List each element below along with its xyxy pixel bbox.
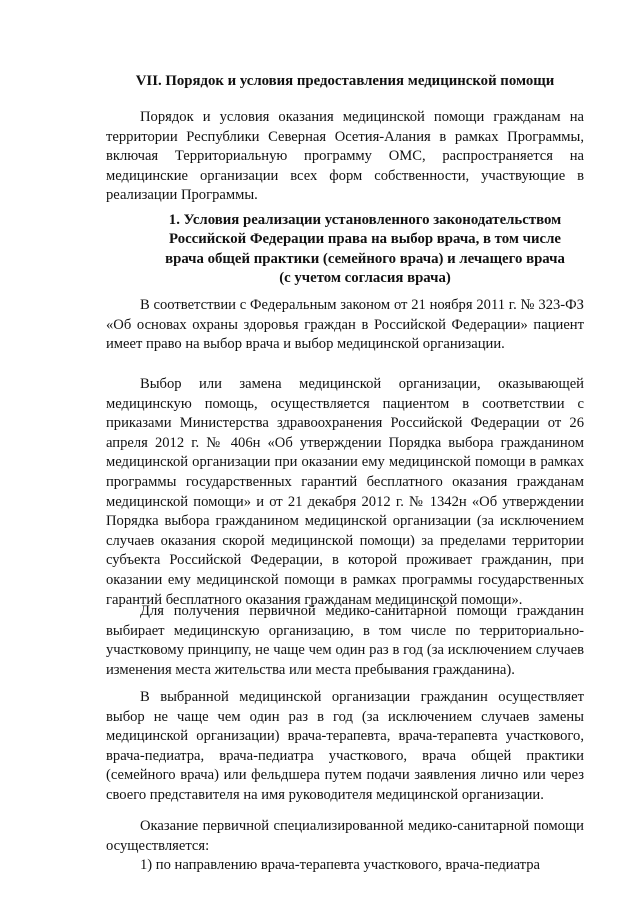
subsection-heading-line-4: (с учетом согласия врача)	[279, 270, 451, 287]
subsection-heading-line-2: Российской Федерации права на выбор врача, в том числе	[169, 231, 561, 248]
paragraph-specialized-care: Оказание первичной специализированной медико-санитарной помощи осуществляется:	[106, 818, 584, 854]
subsection-heading	[150, 211, 580, 289]
subsection-heading-line-3: врача общей практики (семейного врача) и лечащего врача	[165, 250, 565, 267]
list-item-1: 1) по направлению врача-терапевта участкового, врача-педиатра	[140, 857, 540, 873]
paragraph-primary-care-choice: Для получения первичной медико-санитарной помощи гражданин выбирает медицинскую организацию, в том числе по территориально-участковому принципу, не чаще чем один раз в год (за исключением случаев изменения места жительства или места пребывания гражданина).	[106, 603, 584, 678]
paragraph-choice-of-doctor: В выбранной медицинской организации гражданин осуществляет выбор не чаще чем один раз в год (за исключением случаев замены медицинской организации) врача-терапевта, врача-терапевта участкового, врача-педиатра, врача-педиатра участкового, врача общей практики (семейного врача) или фельдшера путем подачи заявления лично или через своего представителя на имя руководителя медицинской организации.	[106, 689, 584, 803]
paragraph-right-to-choose: В соответствии с Федеральным законом от 21 ноября 2011 г. № 323-ФЗ «Об основах охраны здоровья граждан в Российской Федерации» пациент имеет право на выбор врача и выбор медицинской организации.	[106, 297, 584, 353]
subsection-heading-line-1: 1. Условия реализации установленного законодательством	[168, 212, 562, 228]
paragraph-choice-of-organization: Выбор или замена медицинской организации, оказывающей медицинскую помощь, осуществляется пациентом в соответствии с приказами Министерства здравоохранения Российской Федерации от 26 апреля 2012 г. № 406н «Об утверждении Порядка выбора гражданином медицинской организации при оказании ему медицинской помощи в рамках программы государственных гарантий бесплатного оказания гражданам медицинской помощи» и от 21 декабря 2012 г. № 1342н «Об утверждении Порядка выбора гражданином медицинской организации (за исключением случаев оказания скорой медицинской помощи) за пределами территории субъекта Российской Федерации, в которой проживает гражданин, при оказании ему медицинской помощи в рамках программы государственных гарантий бесплатного оказания гражданам медицинской помощи».	[106, 376, 584, 608]
section-heading: VII. Порядок и условия предоставления медицинской помощи	[135, 73, 555, 89]
intro-paragraph: Порядок и условия оказания медицинской помощи гражданам на территории Республики Северная Осетия-Алания в рамках Программы, включая Территориальную программу ОМС, распространяется на медицинские организации всех форм собственности, участвующие в реализации Программы.	[106, 109, 584, 204]
